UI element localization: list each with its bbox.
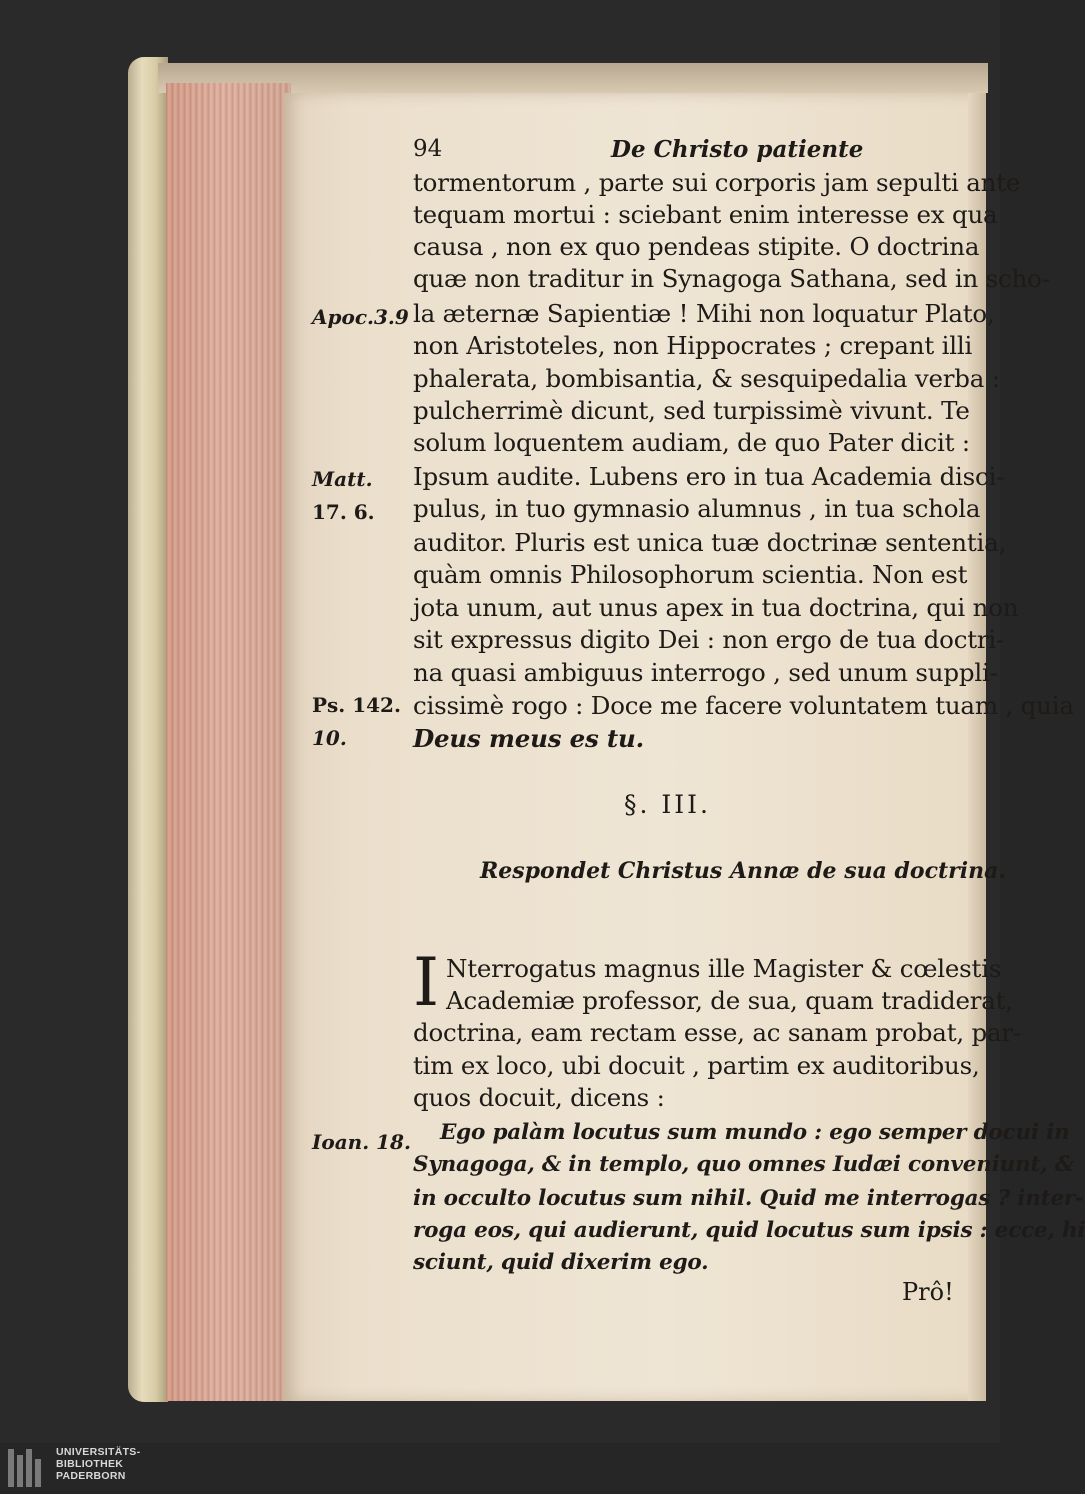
- running-head: [413, 136, 953, 166]
- text-line: tormentorum , parte sui corporis jam sepulti ante: [413, 168, 1021, 197]
- library-name-line: PADERBORN: [56, 1470, 126, 1482]
- running-title: De Christo patiente: [611, 136, 864, 163]
- page-number: 94: [413, 136, 443, 162]
- quote-line: in occulto locutus sum nihil. Quid me interrogas ? inter-: [413, 1186, 1084, 1211]
- margin-note-ps: Ps. 142.: [312, 693, 401, 717]
- quote-line: roga eos, qui audierunt, quid locutus sum ipsis : ecce, hi: [413, 1218, 1085, 1243]
- text-line: tim ex loco, ubi docuit , partim ex auditoribus,: [413, 1051, 980, 1080]
- catchword: Prô!: [902, 1278, 954, 1306]
- section-heading: §. III.: [624, 790, 711, 819]
- text-line: Ipsum audite. Lubens ero in tua Academia disci-: [413, 462, 1005, 491]
- text-line: pulcherrimè dicunt, sed turpissimè vivunt. Te: [413, 396, 970, 425]
- text-line: causa , non ex quo pendeas stipite. O doctrina: [413, 232, 980, 261]
- text-line: Deus meus es tu.: [413, 724, 644, 753]
- page-edges: [166, 83, 291, 1401]
- library-logo-icon: [8, 1449, 50, 1487]
- library-name-line: BIBLIOTHEK: [56, 1458, 124, 1470]
- text-line: Nterrogatus magnus ille Magister & cœlestis: [446, 954, 1002, 983]
- text-line: sit expressus digito Dei : non ergo de tua doctri-: [413, 625, 1005, 654]
- margin-note-apoc: Apoc.3.9: [312, 305, 409, 329]
- text-line: la æternæ Sapientiæ ! Mihi non loquatur Plato,: [413, 299, 995, 328]
- quote-line: Synagoga, & in templo, quo omnes Iudæi conveniunt, &: [413, 1152, 1075, 1177]
- text-line: auditor. Pluris est unica tuæ doctrinæ sententia,: [413, 528, 1007, 557]
- book-spine: [128, 57, 168, 1402]
- library-name: [56, 1446, 140, 1482]
- text-line: phalerata, bombisantia, & sesquipedalia verba :: [413, 364, 1000, 393]
- section-subtitle: Respondet Christus Annæ de sua doctrina.: [480, 858, 1006, 884]
- text-line: Academiæ professor, de sua, quam tradiderat,: [446, 986, 1013, 1015]
- margin-note-ioan: Ioan. 18.: [312, 1130, 411, 1154]
- text-line: doctrina, eam rectam esse, ac sanam probat, par-: [413, 1018, 1021, 1047]
- footer-bar: [0, 1443, 1000, 1494]
- text-line: quæ non traditur in Synagoga Sathana, sed in scho-: [413, 264, 1050, 293]
- quote-line: sciunt, quid dixerim ego.: [413, 1250, 709, 1275]
- margin-note-ps-verse: 10.: [312, 726, 347, 750]
- text-line: cissimè rogo : Doce me facere voluntatem tuam , quia: [413, 691, 1074, 720]
- margin-note-matt-verse: 17. 6.: [312, 500, 375, 524]
- text-line: na quasi ambiguus interrogo , sed unum suppli-: [413, 658, 998, 687]
- margin-note-matt: Matt.: [312, 467, 373, 491]
- text-line: quàm omnis Philosophorum scientia. Non est: [413, 560, 968, 589]
- text-line: tequam mortui : sciebant enim interesse ex qua: [413, 200, 998, 229]
- drop-cap: I: [413, 944, 440, 1021]
- text-line: pulus, in tuo gymnasio alumnus , in tua schola: [413, 494, 981, 523]
- quote-line: Ego palàm locutus sum mundo : ego semper docui in: [440, 1120, 1070, 1145]
- text-line: quos docuit, dicens :: [413, 1083, 665, 1112]
- text-line: solum loquentem audiam, de quo Pater dicit :: [413, 428, 970, 457]
- text-line: jota unum, aut unus apex in tua doctrina, qui non: [413, 593, 1019, 622]
- text-line: non Aristoteles, non Hippocrates ; crepant illi: [413, 331, 973, 360]
- library-name-line: UNIVERSITÄTS-: [56, 1446, 141, 1458]
